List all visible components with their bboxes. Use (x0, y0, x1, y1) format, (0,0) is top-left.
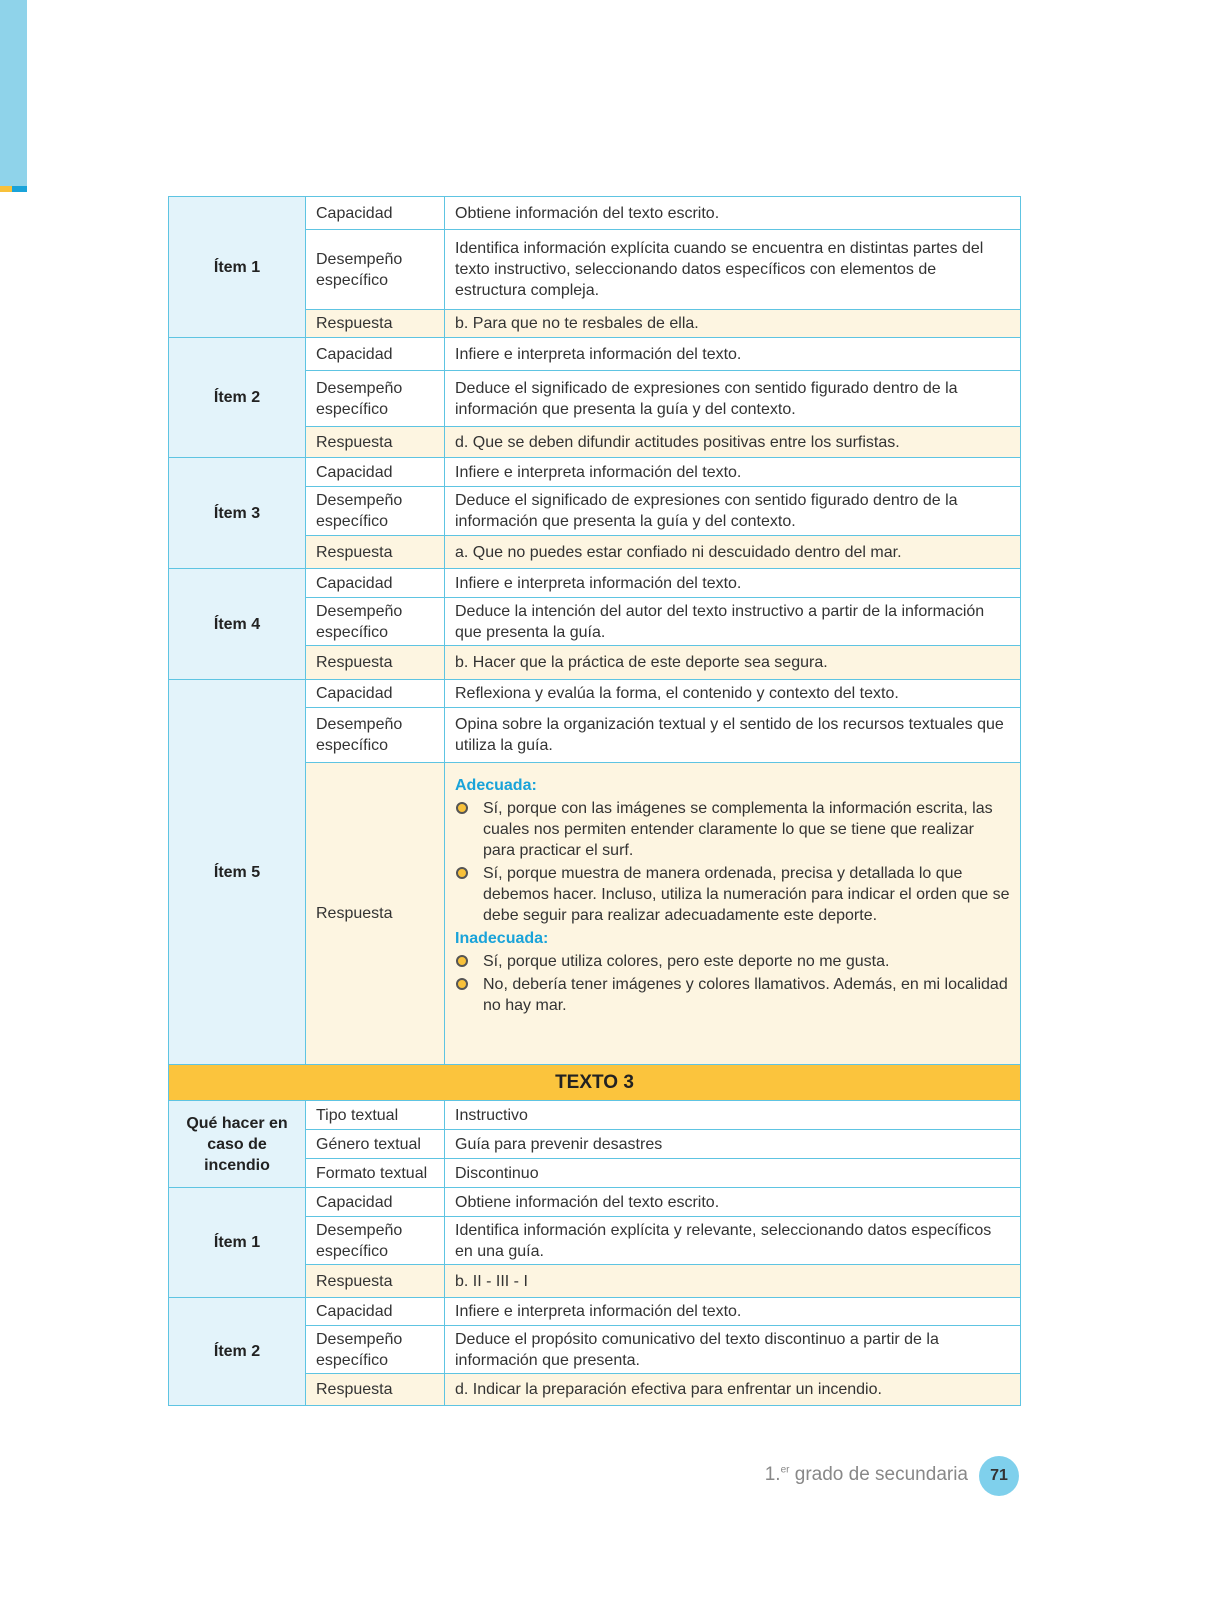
table-row (169, 197, 1021, 230)
desempeno-value: Identifica información explícita cuando se encuentra en distintas partes del texto instructivo, seleccionando datos específicos con elementos de estructura compleja. (445, 230, 1021, 310)
capacidad-value: Reflexiona y evalúa la forma, el contenido y contexto del texto. (445, 680, 1021, 708)
grade-sup: er (780, 1464, 790, 1476)
desempeno-value: Deduce el significado de expresiones con sentido figurado dentro de la información que presenta la guía y del contexto. (445, 371, 1021, 427)
adecuada-heading: Adecuada: (455, 777, 537, 794)
table-row (169, 1298, 1021, 1326)
capacidad-label: Capacidad (306, 458, 445, 487)
capacidad-value: Infiere e interpreta información del texto. (445, 1298, 1021, 1326)
respuesta-value (445, 763, 1021, 1065)
respuesta-value: a. Que no puedes estar confiado ni descuidado dentro del mar. (445, 536, 1021, 569)
list-item-text: Sí, porque muestra de manera ordenada, precisa y detallada lo que debemos hacer. Incluso, utiliza la numeración para indicar el orden que se debe seguir para realizar adecuadamente este deporte. (483, 865, 1010, 924)
item-label: Ítem 3 (169, 458, 306, 569)
capacidad-label: Capacidad (306, 197, 445, 230)
capacidad-label: Capacidad (306, 1298, 445, 1326)
capacidad-label: Capacidad (306, 680, 445, 708)
capacidad-label: Capacidad (306, 338, 445, 371)
side-accent-yellow (0, 186, 12, 192)
list-item-text: Sí, porque utiliza colores, pero este deporte no me gusta. (483, 953, 890, 970)
desempeno-label: Desempeño específico (306, 598, 445, 646)
capacidad-label: Capacidad (306, 1188, 445, 1217)
respuesta-value: d. Indicar la preparación efectiva para enfrentar un incendio. (445, 1374, 1021, 1406)
desempeno-label: Desempeño específico (306, 487, 445, 536)
capacidad-value: Infiere e interpreta información del texto. (445, 569, 1021, 598)
table-row (169, 338, 1021, 371)
side-color-bar (0, 0, 27, 186)
list-item (455, 863, 1010, 926)
respuesta-label: Respuesta (306, 1265, 445, 1298)
respuesta-value: b. II - III - I (445, 1265, 1021, 1298)
page-number: 71 (979, 1456, 1019, 1496)
inadecuada-heading: Inadecuada: (455, 930, 549, 947)
table-row (169, 458, 1021, 487)
genero-label: Género textual (306, 1130, 445, 1159)
list-item (455, 951, 1010, 972)
capacidad-value: Infiere e interpreta información del texto. (445, 458, 1021, 487)
inadecuada-list (455, 951, 1010, 1016)
respuesta-value: d. Que se deben difundir actitudes positivas entre los surfistas. (445, 427, 1021, 458)
side-accent-blue (12, 186, 27, 192)
respuesta-label: Respuesta (306, 427, 445, 458)
capacidad-value: Obtiene información del texto escrito. (445, 197, 1021, 230)
table-row (169, 680, 1021, 708)
table-row (169, 569, 1021, 598)
desempeno-value: Identifica información explícita y relevante, seleccionando datos específicos en una guía. (445, 1217, 1021, 1265)
table-row (169, 1101, 1021, 1130)
desempeno-value: Deduce el propósito comunicativo del texto discontinuo a partir de la información que presenta. (445, 1326, 1021, 1374)
text3-heading: TEXTO 3 (169, 1065, 1021, 1101)
respuesta-label: Respuesta (306, 1374, 445, 1406)
item-label: Ítem 2 (169, 1298, 306, 1406)
capacidad-label: Capacidad (306, 569, 445, 598)
desempeno-value: Deduce el significado de expresiones con sentido figurado dentro de la información que presenta la guía y del contexto. (445, 487, 1021, 536)
table-row (169, 1065, 1021, 1101)
bullet-icon (456, 802, 468, 814)
tipo-label: Tipo textual (306, 1101, 445, 1130)
grade-text: grado de secundaria (789, 1464, 968, 1485)
text3-title: Qué hacer en caso de incendio (169, 1101, 306, 1188)
item-label: Ítem 5 (169, 680, 306, 1065)
desempeno-value: Opina sobre la organización textual y el sentido de los recursos textuales que utiliza la guía. (445, 708, 1021, 763)
item-label: Ítem 2 (169, 338, 306, 458)
tipo-value: Instructivo (445, 1101, 1021, 1130)
list-item (455, 798, 1010, 861)
adecuada-list (455, 798, 1010, 926)
capacidad-value: Infiere e interpreta información del texto. (445, 338, 1021, 371)
desempeno-label: Desempeño específico (306, 1217, 445, 1265)
bullet-icon (456, 978, 468, 990)
desempeno-label: Desempeño específico (306, 708, 445, 763)
item-label: Ítem 1 (169, 1188, 306, 1298)
bullet-icon (456, 955, 468, 967)
item-label: Ítem 1 (169, 197, 306, 338)
list-item-text: No, debería tener imágenes y colores llamativos. Además, en mi localidad no hay mar. (483, 976, 1008, 1014)
desempeno-value: Deduce la intención del autor del texto instructivo a partir de la información que presenta la guía. (445, 598, 1021, 646)
table-row (169, 1188, 1021, 1217)
grade-prefix: 1. (764, 1464, 781, 1485)
answer-key-table (168, 196, 1021, 1406)
desempeno-label: Desempeño específico (306, 1326, 445, 1374)
formato-value: Discontinuo (445, 1159, 1021, 1188)
respuesta-value: b. Para que no te resbales de ella. (445, 310, 1021, 338)
respuesta-label: Respuesta (306, 310, 445, 338)
list-item (455, 974, 1010, 1016)
respuesta-label: Respuesta (306, 763, 445, 1065)
formato-label: Formato textual (306, 1159, 445, 1188)
respuesta-label: Respuesta (306, 646, 445, 680)
respuesta-value: b. Hacer que la práctica de este deporte sea segura. (445, 646, 1021, 680)
respuesta-label: Respuesta (306, 536, 445, 569)
genero-value: Guía para prevenir desastres (445, 1130, 1021, 1159)
grade-label (765, 1464, 968, 1486)
capacidad-value: Obtiene información del texto escrito. (445, 1188, 1021, 1217)
desempeno-label: Desempeño específico (306, 230, 445, 310)
bullet-icon (456, 867, 468, 879)
item-label: Ítem 4 (169, 569, 306, 680)
desempeno-label: Desempeño específico (306, 371, 445, 427)
list-item-text: Sí, porque con las imágenes se complementa la información escrita, las cuales nos permiten entender claramente lo que se tiene que realizar para practicar el surf. (483, 800, 993, 859)
